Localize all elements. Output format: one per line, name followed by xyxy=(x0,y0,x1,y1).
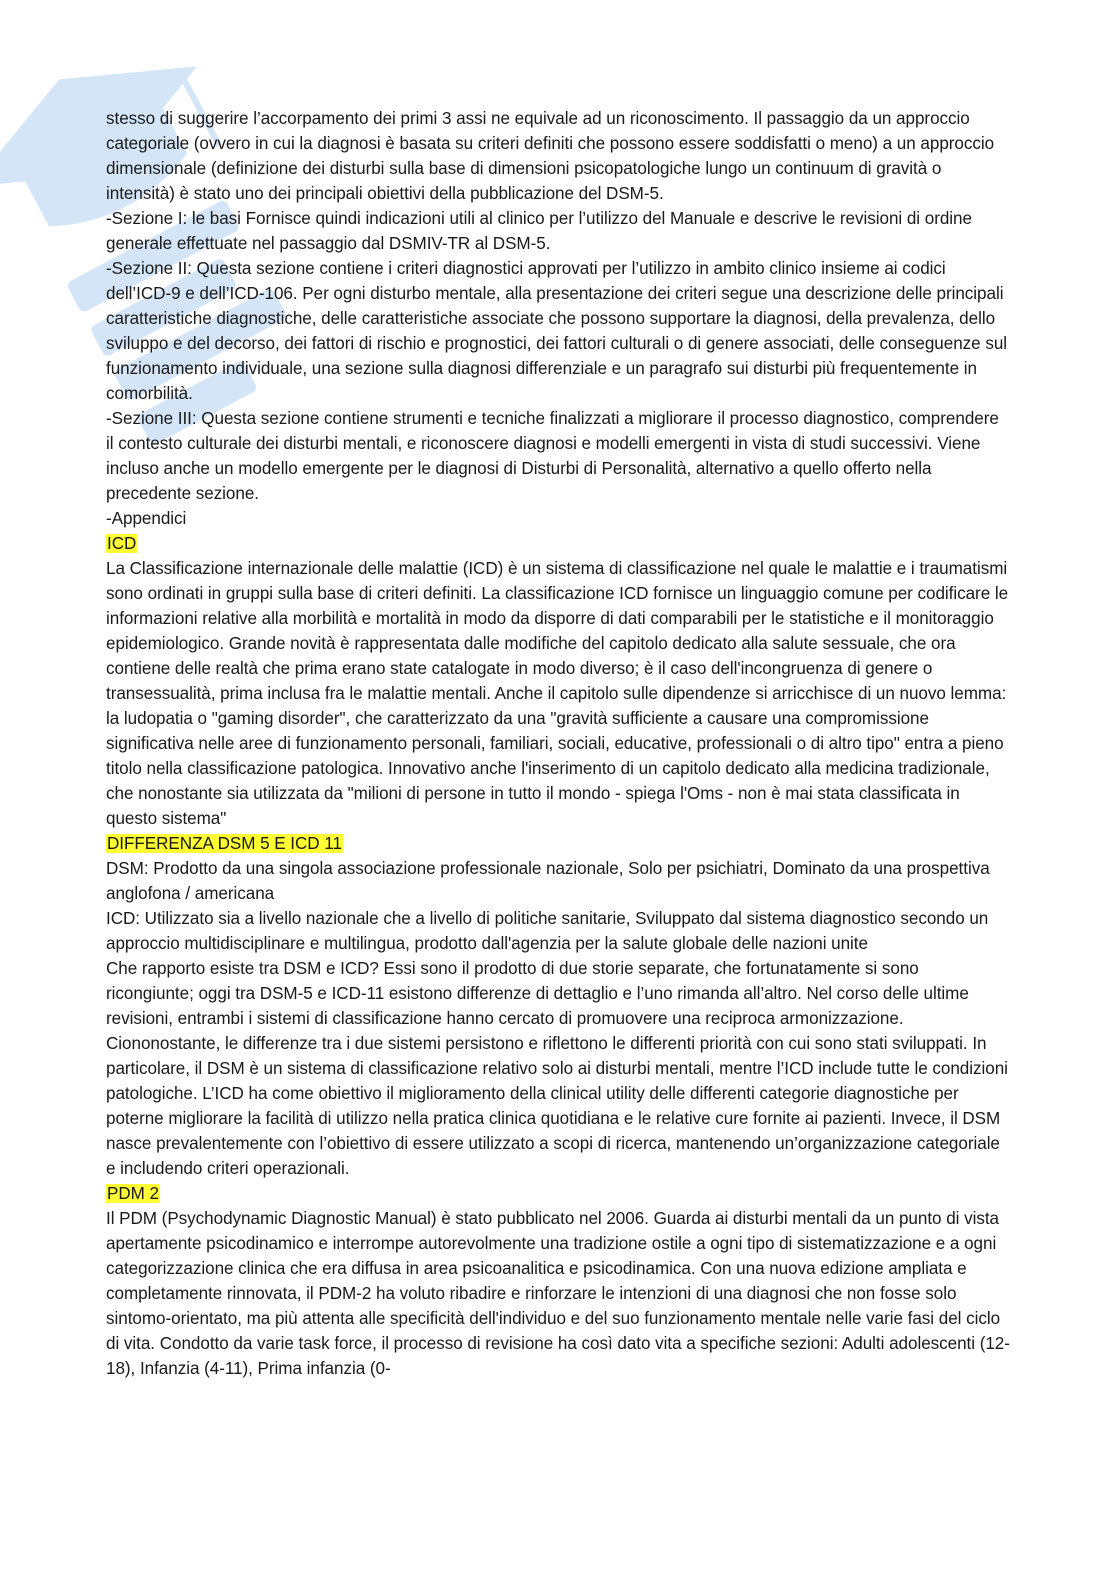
pdm-paragraph: Il PDM (Psychodynamic Diagnostic Manual) è stato pubblicato nel 2006. Guarda ai disturbi mentali da un punto di vista apertamente psicodinamico e interrompe autorevolmente una tradizione ostile a ogni tipo di sistematizzazione e a ogni categorizzazione clinica che era diffusa in area psicoanalitica e psicodinamica. Con una nuova edizione ampliata e completamente rinnovata, il PDM-2 ha voluto ribadire e rinforzare le intenzioni di una diagnosi che non fosse solo sintomo-orientato, ma più attenta alle specificità dell'individuo e del suo funzionamento mentale nelle varie fasi del ciclo di vita. Condotto da varie task force, il processo di revisione ha così dato vita a specifiche sezioni: Adulti adolescenti (12-18), Infanzia (4-11), Prima infanzia (0- xyxy=(106,1209,1010,1378)
appendici-paragraph: -Appendici xyxy=(106,509,187,528)
icd-description: ICD: Utilizzato sia a livello nazionale che a livello di politiche sanitarie, Sviluppato dal sistema diagnostico secondo un approccio multidisciplinare e multilingua, prodotto dall'agenzia per la salute globale delle nazioni unite xyxy=(106,909,989,953)
dsm-description: DSM: Prodotto da una singola associazione professionale nazionale, Solo per psichiatri, Dominato da una prospettiva anglofona / americana xyxy=(106,859,990,903)
sezione-2-paragraph: -Sezione II: Questa sezione contiene i criteri diagnostici approvati per l’utilizzo in ambito clinico insieme ai codici dell’ICD-9 e dell’ICD-106. Per ogni disturbo mentale, alla presentazione dei criteri segue una descrizione delle principali caratteristiche diagnostiche, delle caratteristiche associate che possono supportare la diagnosi, della prevalenza, dello sviluppo e del decorso, dei fattori di rischio e prognostici, dei fattori culturali o di genere associati, delle conseguenze sul funzionamento individuale, una sezione sulla diagnosi differenziale e un paragrafo sui disturbi più frequentemente in comorbilità. xyxy=(106,259,1008,403)
sezione-1-paragraph: -Sezione I: le basi Fornisce quindi indicazioni utili al clinico per l’utilizzo del Manuale e descrive le revisioni di ordine generale effettuate nel passaggio dal DSMIV-TR al DSM-5. xyxy=(106,209,972,253)
rapporto-paragraph: Che rapporto esiste tra DSM e ICD? Essi sono il prodotto di due storie separate, che fortunatamente si sono ricongiunte; oggi tra DSM-5 e ICD-11 esistono differenze di dettaglio e l’uno rimanda all’altro. Nel corso delle ultime revisioni, entrambi i sistemi di classificazione hanno cercato di promuovere una reciproca armonizzazione. Ciononostante, le differenze tra i due sistemi persistono e riflettono le differenti priorità con cui sono stati sviluppati. In particolare, il DSM è un sistema di classificazione relativo solo ai disturbi mentali, mentre l’ICD include tutte le condizioni patologiche. L’ICD ha come obiettivo il miglioramento della clinical utility delle differenti categorie diagnostiche per poterne migliorare la facilità di utilizzo nella pratica clinica quotidiana e le relative cure fornite ai pazienti. Invece, il DSM nasce prevalentemente con l’obiettivo di essere utilizzato a scopi di ricerca, mantenendo un’organizzazione categoriale e includendo criteri operazionali. xyxy=(106,959,1008,1178)
sezione-3-paragraph: -Sezione III: Questa sezione contiene strumenti e tecniche finalizzati a migliorare il processo diagnostico, comprendere il contesto culturale dei disturbi mentali, e riconoscere diagnosi e modelli emergenti in vista di studi successivi. Viene incluso anche un modello emergente per le diagnosi di Disturbi di Personalità, alternativo a quello offerto nella precedente sezione. xyxy=(106,409,999,503)
document-body xyxy=(106,106,1010,1381)
pdm-heading-text: PDM 2 xyxy=(107,1184,159,1203)
icd-paragraph: La Classificazione internazionale delle malattie (ICD) è un sistema di classificazione nel quale le malattie e i traumatismi sono ordinati in gruppi sulla base di criteri definiti. La classificazione ICD fornisce un linguaggio comune per codificare le informazioni relative alla morbilità e mortalità in modo da disporre di dati comparabili per le statistiche e il monitoraggio epidemiologico. Grande novità è rappresentata dalle modifiche del capitolo dedicato alla salute sessuale, che ora contiene delle realtà che prima erano state catalogate in modo diverso; è il caso dell'incongruenza di genere o transessualità, prima inclusa fra le malattie mentali. Anche il capitolo sulle dipendenze si arricchisce di un nuovo lemma: la ludopatia o "gaming disorder", che caratterizzato da una "gravità sufficiente a causare una compromissione significativa nelle aree di funzionamento personali, familiari, sociali, educative, professionali o di altro tipo" entra a pieno titolo nella classificazione patologica. Innovativo anche l'inserimento di un capitolo dedicato alla medicina tradizionale, che nonostante sia utilizzata da "milioni di persone in tutto il mondo - spiega l'Oms - non è mai stata classificata in questo sistema" xyxy=(106,559,1009,828)
differenza-heading xyxy=(106,831,1010,856)
icd-heading-text: ICD xyxy=(107,534,137,553)
differenza-heading-text: DIFFERENZA DSM 5 E ICD 11 xyxy=(107,834,342,853)
pdm-heading xyxy=(106,1181,1010,1206)
icd-heading xyxy=(106,531,1010,556)
intro-paragraph: stesso di suggerire l’accorpamento dei primi 3 assi ne equivale ad un riconoscimento. Il passaggio da un approccio categoriale (ovvero in cui la diagnosi è basata su criteri definiti che possono essere soddisfatti o meno) a un approccio dimensionale (definizione dei disturbi sulla base di dimensioni psicopatologiche lungo un continuum di gravità o intensità) è stato uno dei principali obiettivi della pubblicazione del DSM-5. xyxy=(106,109,995,203)
